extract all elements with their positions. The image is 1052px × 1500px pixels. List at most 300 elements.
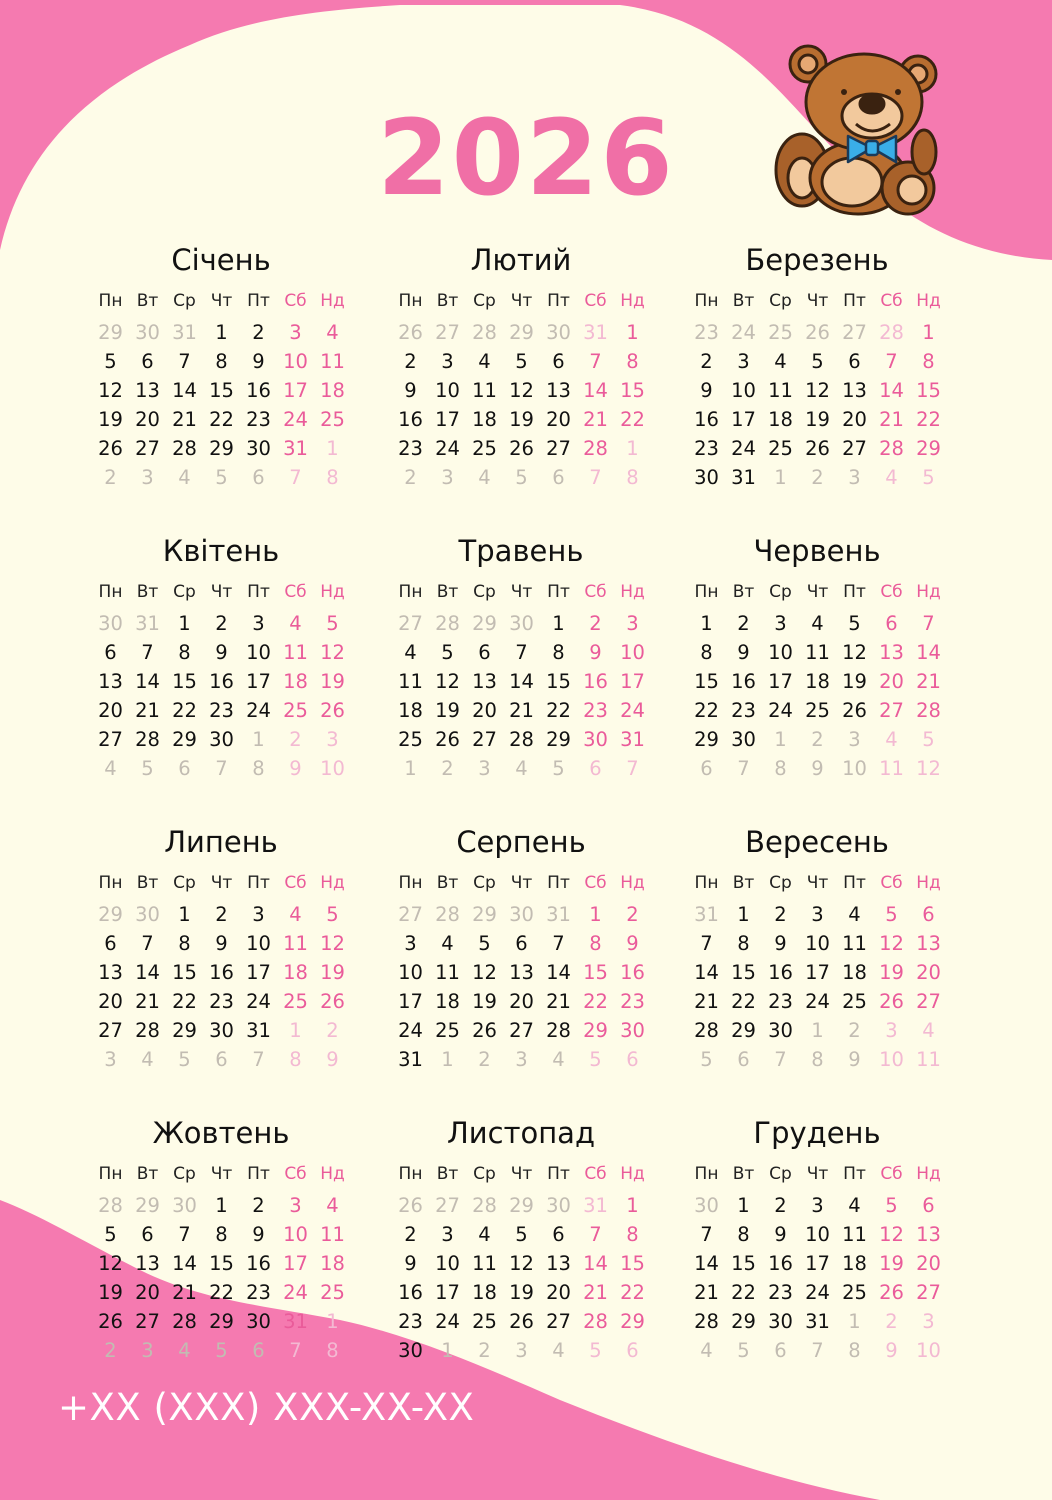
day-cell: 24 — [283, 1281, 308, 1304]
day-cell: 8 — [737, 1223, 750, 1246]
day-cell: 17 — [620, 670, 645, 693]
day-cell: 15 — [731, 1252, 756, 1275]
day-cell: 15 — [172, 961, 197, 984]
day-cell: 22 — [620, 1281, 645, 1304]
day-cell: 22 — [620, 408, 645, 431]
adjacent-month-day: 1 — [289, 1019, 302, 1042]
month-name: Травень — [458, 534, 584, 568]
adjacent-month-day: 11 — [879, 757, 904, 780]
adjacent-month-day: 30 — [509, 903, 534, 926]
day-cell: 9 — [737, 641, 750, 664]
day-cell: 27 — [509, 1019, 534, 1042]
weekday-label: Чт — [510, 1164, 533, 1184]
adjacent-month-day: 5 — [922, 466, 935, 489]
weekday-label: Пн — [98, 873, 123, 893]
day-cell: 7 — [141, 932, 154, 955]
weekday-label: Ср — [769, 873, 792, 893]
adjacent-month-day: 4 — [515, 757, 528, 780]
day-cell: 5 — [104, 1223, 117, 1246]
day-cell: 6 — [552, 1223, 565, 1246]
month-calendar — [392, 1113, 650, 1365]
day-cell: 28 — [694, 1019, 719, 1042]
day-cell: 17 — [435, 1281, 460, 1304]
day-cell: 27 — [879, 699, 904, 722]
adjacent-month-day: 6 — [700, 757, 713, 780]
day-cell: 6 — [552, 350, 565, 373]
adjacent-month-day: 6 — [774, 1339, 787, 1362]
day-cell: 18 — [283, 961, 308, 984]
day-cell: 19 — [842, 670, 867, 693]
day-cell: 22 — [209, 1281, 234, 1304]
adjacent-month-day: 9 — [289, 757, 302, 780]
day-cell: 4 — [774, 350, 787, 373]
adjacent-month-day: 5 — [737, 1339, 750, 1362]
adjacent-month-day: 10 — [320, 757, 345, 780]
weekday-label: Пн — [398, 291, 423, 311]
day-cell: 10 — [283, 1223, 308, 1246]
weekday-label: Ср — [769, 1164, 792, 1184]
day-cell: 24 — [283, 408, 308, 431]
adjacent-month-day: 8 — [252, 757, 265, 780]
adjacent-month-day: 5 — [589, 1339, 602, 1362]
adjacent-month-day: 27 — [398, 903, 423, 926]
adjacent-month-day: 5 — [215, 1339, 228, 1362]
day-cell: 18 — [805, 670, 830, 693]
adjacent-month-day: 4 — [700, 1339, 713, 1362]
month-name: Листопад — [446, 1116, 596, 1150]
day-cell: 8 — [700, 641, 713, 664]
adjacent-month-day: 6 — [626, 1339, 639, 1362]
day-cell: 14 — [916, 641, 941, 664]
month-calendar — [688, 531, 946, 783]
adjacent-month-day: 30 — [135, 903, 160, 926]
weekday-label: Вт — [136, 1164, 159, 1184]
day-cell: 25 — [320, 1281, 345, 1304]
weekday-label: Пт — [247, 873, 270, 893]
adjacent-month-day: 10 — [842, 757, 867, 780]
month-calendar — [92, 1113, 350, 1365]
day-cell: 22 — [731, 990, 756, 1013]
day-cell: 26 — [842, 699, 867, 722]
adjacent-month-day: 31 — [583, 321, 608, 344]
month-calendar — [92, 240, 350, 492]
day-cell: 2 — [404, 1223, 417, 1246]
day-cell: 14 — [172, 379, 197, 402]
day-cell: 28 — [583, 437, 608, 460]
adjacent-month-day: 8 — [626, 466, 639, 489]
weekday-label: Сб — [880, 291, 903, 311]
weekday-header — [688, 866, 946, 900]
day-cell: 11 — [472, 379, 497, 402]
day-cell: 4 — [478, 350, 491, 373]
day-cell: 15 — [916, 379, 941, 402]
day-cell: 24 — [435, 1310, 460, 1333]
day-cell: 2 — [215, 612, 228, 635]
day-cell: 27 — [98, 728, 123, 751]
weekday-label: Пн — [694, 582, 719, 602]
day-cell: 28 — [583, 1310, 608, 1333]
day-cell: 28 — [916, 699, 941, 722]
adjacent-month-day: 29 — [509, 321, 534, 344]
day-cell: 23 — [731, 699, 756, 722]
adjacent-month-day: 26 — [398, 1194, 423, 1217]
adjacent-month-day: 3 — [515, 1339, 528, 1362]
day-cell: 4 — [326, 1194, 339, 1217]
day-cell: 26 — [879, 990, 904, 1013]
weekday-label: Нд — [916, 873, 941, 893]
day-cell: 7 — [141, 641, 154, 664]
day-cell: 22 — [172, 699, 197, 722]
day-cell: 11 — [805, 641, 830, 664]
day-cell: 10 — [435, 1252, 460, 1275]
day-cell: 20 — [879, 670, 904, 693]
weekday-header — [92, 284, 350, 318]
day-cell: 30 — [398, 1339, 423, 1362]
day-cell: 15 — [209, 1252, 234, 1275]
day-cell: 10 — [731, 379, 756, 402]
day-cell: 31 — [283, 1310, 308, 1333]
day-cell: 25 — [283, 699, 308, 722]
day-cell: 2 — [626, 903, 639, 926]
weekday-label: Пн — [98, 291, 123, 311]
weekday-label: Вт — [436, 582, 459, 602]
weekday-label: Пн — [98, 1164, 123, 1184]
day-cell: 28 — [135, 1019, 160, 1042]
adjacent-month-day: 7 — [289, 466, 302, 489]
day-cell: 14 — [694, 961, 719, 984]
weekday-label: Чт — [510, 291, 533, 311]
day-cell: 30 — [246, 1310, 271, 1333]
day-cell: 8 — [626, 350, 639, 373]
weekday-header — [92, 575, 350, 609]
day-cell: 8 — [737, 932, 750, 955]
day-cell: 5 — [478, 932, 491, 955]
day-cell: 19 — [472, 990, 497, 1013]
weekday-label: Пт — [247, 582, 270, 602]
day-cell: 12 — [98, 1252, 123, 1275]
day-cell: 23 — [398, 437, 423, 460]
day-cell: 8 — [589, 932, 602, 955]
day-cell: 27 — [472, 728, 497, 751]
weekday-label: Чт — [510, 873, 533, 893]
adjacent-month-day: 28 — [472, 321, 497, 344]
adjacent-month-day: 7 — [215, 757, 228, 780]
weekday-label: Сб — [880, 582, 903, 602]
day-cell: 29 — [731, 1019, 756, 1042]
day-cell: 29 — [172, 1019, 197, 1042]
weekday-label: Нд — [620, 582, 645, 602]
day-cell: 18 — [320, 379, 345, 402]
day-cell: 4 — [848, 903, 861, 926]
day-cell: 19 — [435, 699, 460, 722]
weekday-label: Вт — [732, 873, 755, 893]
weekday-header — [392, 866, 650, 900]
day-cell: 12 — [320, 932, 345, 955]
adjacent-month-day: 7 — [589, 466, 602, 489]
day-cell: 17 — [731, 408, 756, 431]
day-cell: 28 — [135, 728, 160, 751]
day-cell: 25 — [472, 437, 497, 460]
adjacent-month-day: 11 — [916, 1048, 941, 1071]
weekday-label: Пн — [398, 582, 423, 602]
weekday-label: Пт — [843, 873, 866, 893]
adjacent-month-day: 2 — [441, 757, 454, 780]
month-calendar — [392, 240, 650, 492]
weekday-label: Пт — [247, 1164, 270, 1184]
day-cell: 13 — [916, 932, 941, 955]
weekday-label: Пт — [547, 1164, 570, 1184]
adjacent-month-day: 7 — [289, 1339, 302, 1362]
weekday-label: Сб — [284, 291, 307, 311]
adjacent-month-day: 28 — [435, 903, 460, 926]
day-cell: 12 — [805, 379, 830, 402]
adjacent-month-day: 30 — [172, 1194, 197, 1217]
day-cell: 31 — [805, 1310, 830, 1333]
adjacent-month-day: 3 — [104, 1048, 117, 1071]
day-cell: 21 — [694, 1281, 719, 1304]
weekday-label: Нд — [916, 582, 941, 602]
day-cell: 12 — [879, 932, 904, 955]
weekday-label: Пн — [694, 1164, 719, 1184]
day-cell: 17 — [805, 1252, 830, 1275]
month-calendar — [688, 240, 946, 492]
adjacent-month-day: 4 — [922, 1019, 935, 1042]
weekday-label: Пн — [694, 873, 719, 893]
day-cell: 10 — [283, 350, 308, 373]
day-cell: 20 — [546, 1281, 571, 1304]
adjacent-month-day: 27 — [435, 321, 460, 344]
weekday-label: Вт — [732, 1164, 755, 1184]
adjacent-month-day: 2 — [478, 1339, 491, 1362]
adjacent-month-day: 31 — [172, 321, 197, 344]
day-cell: 1 — [178, 612, 191, 635]
weekday-label: Нд — [320, 873, 345, 893]
day-cell: 13 — [842, 379, 867, 402]
day-cell: 10 — [805, 1223, 830, 1246]
day-cell: 1 — [215, 321, 228, 344]
day-cell: 21 — [546, 990, 571, 1013]
weekday-header — [92, 1157, 350, 1191]
weekday-label: Пн — [98, 582, 123, 602]
day-cell: 25 — [768, 437, 793, 460]
day-cell: 19 — [879, 1252, 904, 1275]
day-cell: 11 — [842, 932, 867, 955]
adjacent-month-day: 1 — [441, 1048, 454, 1071]
day-cell: 20 — [546, 408, 571, 431]
adjacent-month-day: 8 — [848, 1339, 861, 1362]
weekday-label: Пт — [547, 873, 570, 893]
day-cell: 23 — [768, 1281, 793, 1304]
day-cell: 24 — [246, 990, 271, 1013]
weekday-label: Чт — [210, 582, 233, 602]
weekday-label: Чт — [806, 582, 829, 602]
weekday-header — [688, 284, 946, 318]
weekday-label: Сб — [880, 873, 903, 893]
adjacent-month-day: 4 — [104, 757, 117, 780]
day-cell: 19 — [98, 408, 123, 431]
day-cell: 19 — [509, 408, 534, 431]
day-cell: 11 — [768, 379, 793, 402]
weekday-label: Ср — [473, 1164, 496, 1184]
weekday-label: Нд — [916, 291, 941, 311]
adjacent-month-day: 2 — [326, 1019, 339, 1042]
adjacent-month-day: 28 — [472, 1194, 497, 1217]
days-grid — [92, 609, 350, 783]
adjacent-month-day: 29 — [98, 903, 123, 926]
day-cell: 8 — [552, 641, 565, 664]
adjacent-month-day: 5 — [515, 466, 528, 489]
day-cell: 7 — [885, 350, 898, 373]
weekday-label: Сб — [880, 1164, 903, 1184]
days-grid — [688, 609, 946, 783]
day-cell: 16 — [246, 379, 271, 402]
weekday-label: Вт — [436, 1164, 459, 1184]
adjacent-month-day: 4 — [552, 1048, 565, 1071]
adjacent-month-day: 8 — [326, 1339, 339, 1362]
adjacent-month-day: 1 — [848, 1310, 861, 1333]
day-cell: 16 — [209, 961, 234, 984]
day-cell: 17 — [283, 1252, 308, 1275]
adjacent-month-day: 4 — [478, 466, 491, 489]
adjacent-month-day: 1 — [774, 728, 787, 751]
day-cell: 22 — [916, 408, 941, 431]
day-cell: 15 — [620, 1252, 645, 1275]
adjacent-month-day: 7 — [626, 757, 639, 780]
day-cell: 1 — [178, 903, 191, 926]
day-cell: 9 — [215, 641, 228, 664]
day-cell: 2 — [215, 903, 228, 926]
day-cell: 1 — [737, 903, 750, 926]
adjacent-month-day: 27 — [398, 612, 423, 635]
adjacent-month-day: 3 — [848, 728, 861, 751]
weekday-label: Вт — [136, 873, 159, 893]
adjacent-month-day: 29 — [472, 612, 497, 635]
day-cell: 26 — [320, 699, 345, 722]
day-cell: 1 — [700, 612, 713, 635]
day-cell: 8 — [922, 350, 935, 373]
day-cell: 21 — [135, 990, 160, 1013]
day-cell: 7 — [700, 932, 713, 955]
weekday-label: Чт — [510, 582, 533, 602]
weekday-header — [392, 575, 650, 609]
day-cell: 24 — [805, 1281, 830, 1304]
month-calendar — [92, 531, 350, 783]
day-cell: 17 — [398, 990, 423, 1013]
weekday-label: Ср — [473, 291, 496, 311]
day-cell: 14 — [879, 379, 904, 402]
day-cell: 19 — [98, 1281, 123, 1304]
day-cell: 9 — [252, 350, 265, 373]
adjacent-month-day: 29 — [509, 1194, 534, 1217]
day-cell: 23 — [694, 437, 719, 460]
weekday-header — [392, 284, 650, 318]
adjacent-month-day: 1 — [252, 728, 265, 751]
day-cell: 10 — [398, 961, 423, 984]
day-cell: 3 — [811, 1194, 824, 1217]
weekday-label: Сб — [584, 582, 607, 602]
adjacent-month-day: 6 — [252, 1339, 265, 1362]
day-cell: 3 — [252, 612, 265, 635]
adjacent-month-day: 9 — [848, 1048, 861, 1071]
day-cell: 24 — [246, 699, 271, 722]
day-cell: 2 — [589, 612, 602, 635]
weekday-label: Ср — [769, 582, 792, 602]
day-cell: 10 — [246, 641, 271, 664]
day-cell: 20 — [135, 408, 160, 431]
adjacent-month-day: 6 — [737, 1048, 750, 1071]
day-cell: 10 — [620, 641, 645, 664]
day-cell: 11 — [398, 670, 423, 693]
day-cell: 16 — [583, 670, 608, 693]
day-cell: 13 — [509, 961, 534, 984]
day-cell: 3 — [774, 612, 787, 635]
day-cell: 4 — [811, 612, 824, 635]
day-cell: 30 — [209, 728, 234, 751]
day-cell: 10 — [435, 379, 460, 402]
month-name: Лютий — [470, 243, 572, 277]
adjacent-month-day: 2 — [885, 1310, 898, 1333]
day-cell: 21 — [879, 408, 904, 431]
day-cell: 19 — [320, 670, 345, 693]
day-cell: 25 — [283, 990, 308, 1013]
adjacent-month-day: 7 — [811, 1339, 824, 1362]
day-cell: 31 — [731, 466, 756, 489]
day-cell: 6 — [922, 1194, 935, 1217]
day-cell: 4 — [326, 321, 339, 344]
day-cell: 19 — [509, 1281, 534, 1304]
day-cell: 18 — [283, 670, 308, 693]
adjacent-month-day: 2 — [104, 1339, 117, 1362]
adjacent-month-day: 2 — [811, 466, 824, 489]
weekday-label: Ср — [473, 582, 496, 602]
day-cell: 2 — [404, 350, 417, 373]
day-cell: 14 — [583, 1252, 608, 1275]
day-cell: 25 — [320, 408, 345, 431]
day-cell: 18 — [435, 990, 460, 1013]
day-cell: 29 — [546, 728, 571, 751]
day-cell: 18 — [768, 408, 793, 431]
day-cell: 28 — [509, 728, 534, 751]
day-cell: 5 — [104, 350, 117, 373]
adjacent-month-day: 26 — [398, 321, 423, 344]
days-grid — [688, 318, 946, 492]
weekday-label: Нд — [620, 291, 645, 311]
weekday-label: Нд — [320, 1164, 345, 1184]
day-cell: 16 — [209, 670, 234, 693]
day-cell: 8 — [626, 1223, 639, 1246]
adjacent-month-day: 2 — [848, 1019, 861, 1042]
adjacent-month-day: 7 — [737, 757, 750, 780]
day-cell: 26 — [509, 1310, 534, 1333]
days-grid — [92, 1191, 350, 1365]
day-cell: 3 — [252, 903, 265, 926]
day-cell: 15 — [546, 670, 571, 693]
day-cell: 11 — [320, 1223, 345, 1246]
day-cell: 16 — [731, 670, 756, 693]
day-cell: 8 — [178, 641, 191, 664]
day-cell: 14 — [694, 1252, 719, 1275]
day-cell: 21 — [509, 699, 534, 722]
day-cell: 13 — [135, 379, 160, 402]
weekday-label: Ср — [473, 873, 496, 893]
weekday-label: Сб — [284, 582, 307, 602]
adjacent-month-day: 3 — [141, 1339, 154, 1362]
day-cell: 9 — [774, 1223, 787, 1246]
day-cell: 23 — [583, 699, 608, 722]
day-cell: 5 — [848, 612, 861, 635]
day-cell: 12 — [435, 670, 460, 693]
adjacent-month-day: 8 — [774, 757, 787, 780]
